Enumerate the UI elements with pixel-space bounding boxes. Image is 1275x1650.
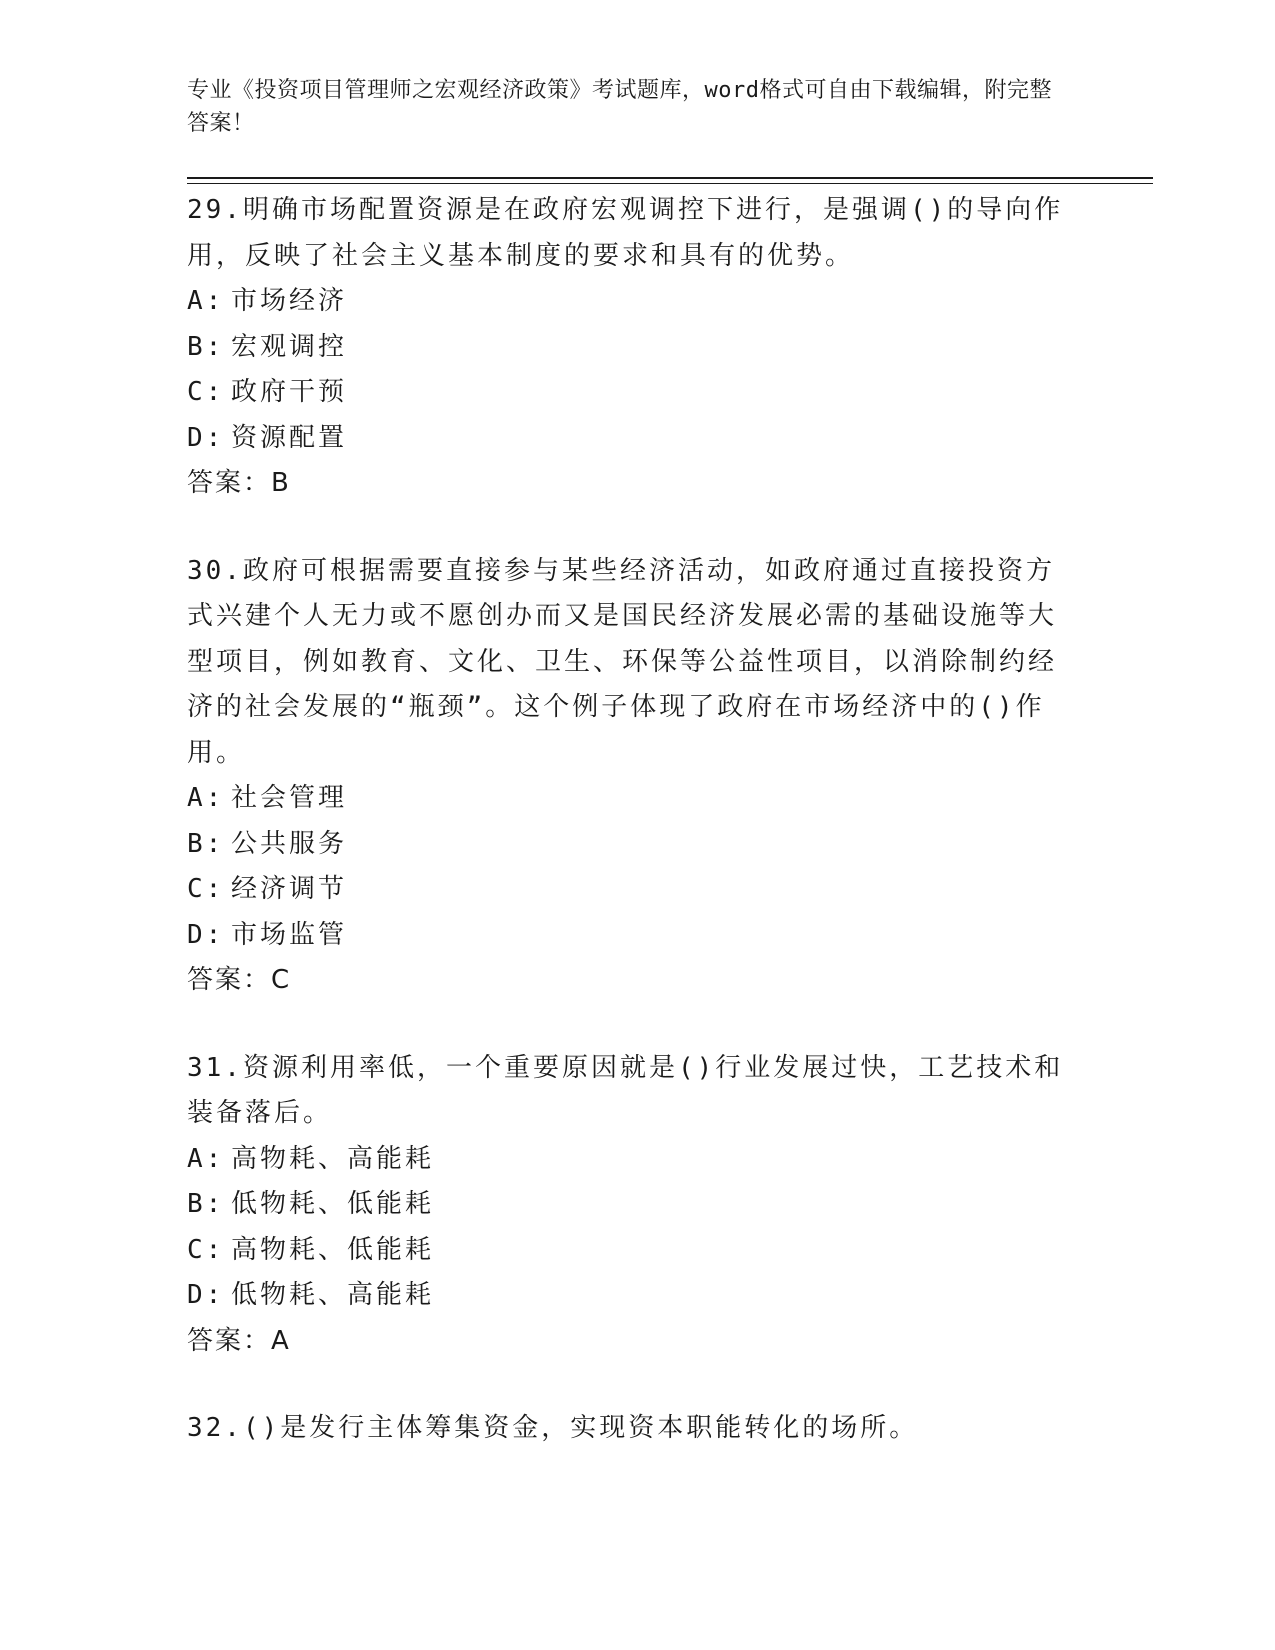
option-key: A: xyxy=(187,1143,225,1174)
question-list xyxy=(187,188,1087,1494)
option-text: 市场经济 xyxy=(231,286,348,316)
option-d xyxy=(187,416,1087,462)
option-key: A: xyxy=(187,783,225,813)
document-header: 专业《投资项目管理师之宏观经济政策》考试题库，word格式可自由下载编辑，附完整答案！ xyxy=(187,78,1052,136)
option-key: C: xyxy=(187,377,225,407)
option-text: 宏观调控 xyxy=(231,331,348,362)
option-key: D: xyxy=(187,1280,225,1310)
option-c xyxy=(187,370,1087,416)
option-text: 经济调节 xyxy=(231,874,348,904)
question-text: 30.政府可根据需要直接参与某些经济活动，如政府通过直接投资方式兴建个人无力或不愿创办而又是国民经济发展必需的基础设施等大型项目，例如教育、文化、卫生、环保等公益性项目，以消除制约经济的社会发展的“瓶颈”。这个例子体现了政府在市场经济中的()作用。 xyxy=(187,555,1058,768)
option-a xyxy=(187,279,1087,325)
option-d xyxy=(187,1273,1087,1319)
option-key: A: xyxy=(187,286,225,316)
option-key: D: xyxy=(187,919,225,950)
option-b xyxy=(187,325,1087,371)
question-32 xyxy=(187,1406,1087,1452)
answer-line: 答案：A xyxy=(187,1325,291,1356)
header-divider xyxy=(187,177,1153,179)
option-key: B: xyxy=(187,331,225,362)
option-a xyxy=(187,776,1087,822)
header-divider-thin xyxy=(187,183,1153,184)
option-text: 公共服务 xyxy=(231,828,348,859)
option-b xyxy=(187,1182,1087,1228)
question-text: 31.资源利用率低，一个重要原因就是()行业发展过快，工艺技术和装备落后。 xyxy=(187,1052,1064,1128)
option-text: 低物耗、低能耗 xyxy=(231,1189,435,1219)
question-31 xyxy=(187,1046,1087,1365)
answer-line: 答案：C xyxy=(187,965,292,995)
option-key: C: xyxy=(187,874,225,904)
option-d xyxy=(187,913,1087,959)
option-c xyxy=(187,1228,1087,1274)
answer-line: 答案：B xyxy=(187,468,291,498)
option-text: 社会管理 xyxy=(231,783,348,813)
option-text: 高物耗、低能耗 xyxy=(231,1234,435,1265)
option-key: D: xyxy=(187,422,225,453)
option-text: 政府干预 xyxy=(231,377,348,407)
option-key: B: xyxy=(187,828,225,859)
question-text: 32.()是发行主体筹集资金，实现资本职能转化的场所。 xyxy=(187,1413,919,1443)
option-b xyxy=(187,822,1087,868)
option-key: B: xyxy=(187,1189,225,1219)
option-text: 高物耗、高能耗 xyxy=(231,1143,435,1174)
question-29 xyxy=(187,188,1087,507)
option-text: 低物耗、高能耗 xyxy=(231,1280,435,1310)
option-text: 资源配置 xyxy=(231,422,348,453)
question-text: 29.明确市场配置资源是在政府宏观调控下进行，是强调()的导向作用，反映了社会主义基本制度的要求和具有的优势。 xyxy=(187,195,1064,271)
option-a xyxy=(187,1137,1087,1183)
option-text: 市场监管 xyxy=(231,919,348,950)
question-30 xyxy=(187,549,1087,1004)
option-c xyxy=(187,867,1087,913)
option-key: C: xyxy=(187,1234,225,1265)
